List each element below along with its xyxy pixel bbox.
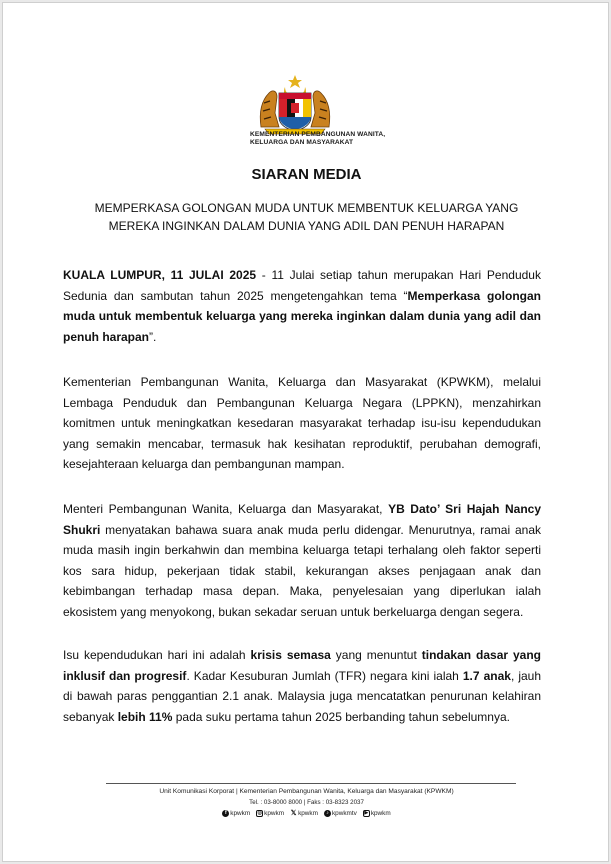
- paragraph-4-text-5: pada suku pertama tahun 2025 berbanding tahun sebelumnya.: [172, 709, 510, 724]
- minister-name: YB Dato’ Sri Hajah Nancy Shukri: [63, 502, 541, 537]
- paragraph-3-text: Menteri Pembangunan Wanita, Keluarga dan Masyarakat,: [63, 502, 389, 516]
- paragraph-1-text: - 11 Julai setiap tahun merupakan Hari Penduduk Sedunia dan sambutan tahun 2025 mengetengahkan tema “: [63, 268, 541, 303]
- paragraph-4-text-2: yang menuntut: [330, 648, 422, 662]
- paragraph-3-rest: menyatakan bahawa suara anak muda perlu didengar. Menurutnya, ramai anak muda masih ingin berkahwin dan membina keluarga tetapi terhalang oleh faktor seperti kos sara hidup, pekerjaan tidak stabil, kekurangan akses penjagaan anak dan kebimbangan terhadap masa depan. Maka, penyelesaian yang diperlukan ialah ekosistem yang menyokong, bukan sekadar seruan untuk berkeluarga dengan segera.: [63, 522, 541, 619]
- social-handle: kpwkmtv: [331, 810, 357, 817]
- emphasis-tfr: 1.7 anak: [462, 668, 511, 683]
- document-type-title: SIARAN MEDIA: [251, 166, 362, 183]
- emphasis-crisis: krisis semasa: [250, 648, 331, 662]
- social-handle: kpwkm: [298, 810, 318, 817]
- emphasis-policy: tindakan dasar yang inklusif dan progresif: [63, 648, 542, 683]
- facebook-icon: f: [222, 810, 229, 817]
- footer-unit-line: Unit Komunikasi Korporat | Kementerian Pembangunan Wanita, Keluarga dan Masyarakat (KPWKM): [159, 788, 454, 795]
- emphasis-decline: lebih 11%: [117, 709, 173, 724]
- social-facebook[interactable]: [222, 810, 250, 817]
- paragraph-3: [63, 499, 541, 623]
- paragraph-4-text-3: . Kadar Kesuburan Jumlah (TFR) negara kini ialah: [186, 668, 463, 683]
- social-media-links: [3, 810, 610, 817]
- social-handle: kpwkm: [370, 810, 391, 817]
- social-handle: kpwkm: [264, 810, 285, 817]
- paragraph-4-text-4: , jauh di bawah paras penggantian 2.1 anak. Malaysia juga mencatatkan penurunan kelahiran sebanyak: [63, 668, 542, 724]
- press-release-page: [2, 2, 609, 862]
- paragraph-4-text-1: Isu kependudukan hari ini adalah: [63, 648, 251, 662]
- paragraph-2: Kementerian Pembangunan Wanita, Keluarga dan Masyarakat (KPWKM), melalui Lembaga Penduduk dan Pembangunan Keluarga Negara (LPPKN), menzahirkan komitmen untuk meningkatkan kesedaran masyarakat terhadap isu-isu kependudukan yang semakin mencabar, termasuk hak kesihatan reproduktif, perubahan demografi, kesejahteraan keluarga dan pembangunan mampan.: [63, 375, 541, 472]
- headline-line2: MEREKA INGINKAN DALAM DUNIA YANG ADIL DAN PENUH HARAPAN: [108, 218, 505, 233]
- instagram-icon: ◎: [257, 810, 262, 816]
- footer-divider: [106, 783, 516, 784]
- youtube-icon: ▶: [364, 810, 369, 816]
- paragraph-1: [63, 265, 541, 347]
- headline-line1: MEMPERKASA GOLONGAN MUDA UNTUK MEMBENTUK KELUARGA YANG: [94, 201, 519, 215]
- coat-of-arms-logo: [255, 73, 335, 135]
- social-instagram[interactable]: [256, 810, 284, 817]
- paragraph-1-close: ”.: [149, 329, 157, 344]
- theme-text: Memperkasa golongan muda untuk membentuk keluarga yang mereka inginkan dalam dunia yang adil dan penuh harapan: [63, 288, 541, 344]
- ministry-name-line2: KELUARGA DAN MASYARAKAT: [250, 139, 354, 146]
- footer-contact-line: Tel. : 03-8000 8000 | Faks : 03-8323 2037: [249, 799, 364, 806]
- social-handle: kpwkm: [230, 810, 251, 817]
- social-tiktok[interactable]: [324, 810, 357, 817]
- press-release-headline: [43, 200, 570, 235]
- ministry-name: [250, 131, 410, 147]
- x-icon: 𝕏: [290, 810, 297, 817]
- paragraph-4: [63, 645, 541, 727]
- social-x[interactable]: [290, 810, 318, 817]
- tiktok-icon: ♪: [324, 810, 331, 817]
- ministry-name-line1: KEMENTERIAN PEMBANGUNAN WANITA,: [250, 131, 386, 138]
- dateline: KUALA LUMPUR, 11 JULAI 2025: [63, 268, 257, 282]
- social-youtube[interactable]: [363, 810, 391, 817]
